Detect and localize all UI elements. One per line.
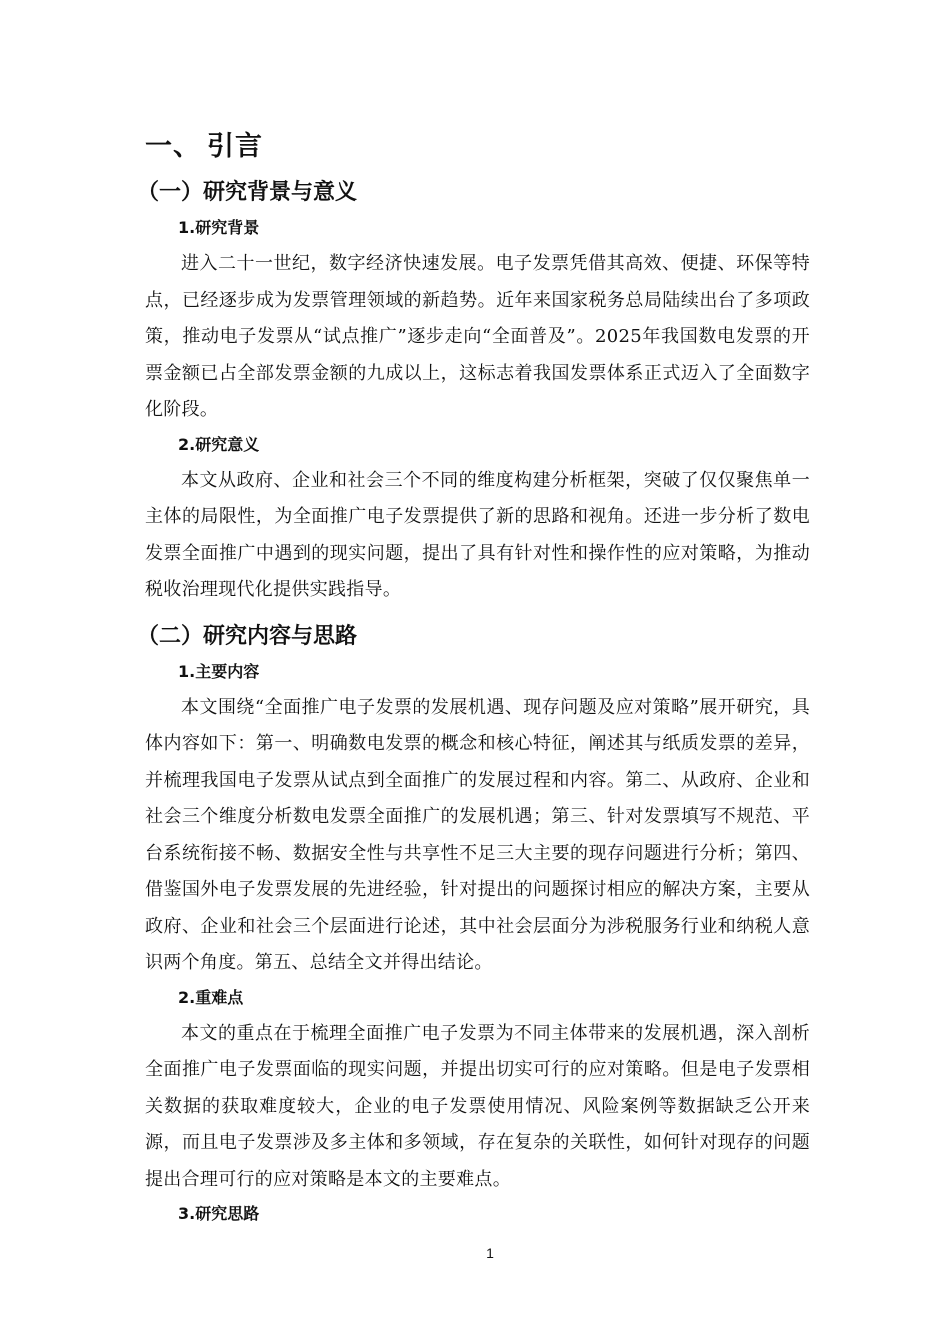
subsection-heading-1: （一）研究背景与意义 [137,180,358,205]
sub-subheading-background: 1.研究背景 [178,218,260,237]
paragraph-main-content: 本文围绕“全面推广电子发票的发展机遇、现存问题及应对策略”展开研究，具体内容如下：第一、明确数电发票的概念和核心特征，阐述其与纸质发票的差异，并梳理我国电子发票从试点到全面推广的发展过程和内容。第二、从政府、企业和社会三个维度分析数电发票全面推广的发展机遇；第三、针对发票填写不规范、平台系统衔接不畅、数据安全性与共享性不足三大主要的现存问题进行分析；第四、借鉴国外电子发票发展的先进经验，针对提出的问题探讨相应的解决方案，主要从政府、企业和社会三个层面进行论述，其中社会层面分为涉税服务行业和纳税人意识两个角度。第五、总结全文并得出结论。 [145,696,810,973]
sub-subheading-key-difficulties: 2.重难点 [178,987,244,1007]
sub-subheading-main-content: 1.主要内容 [178,661,260,681]
sub-subheading-research-approach: 3.研究思路 [178,1204,260,1223]
paragraph-significance: 本文从政府、企业和社会三个不同的维度构建分析框架，突破了仅仅聚焦单一主体的局限性，为全面推广电子发票提供了新的思路和视角。还进一步分析了数电发票全面推广中遇到的现实问题，提出了具有针对性和操作性的应对策略，为推动税收治理现代化提供实践指导。 [145,469,810,600]
paragraph-background: 进入二十一世纪，数字经济快速发展。电子发票凭借其高效、便捷、环保等特点，已经逐步成为发票管理领域的新趋势。近年来国家税务总局陆续出台了多项政策，推动电子发票从“试点推广”逐步走向“全面普及”。2025年我国数电发票的开票金额已占全部发票金额的九成以上，这标志着我国发票体系正式迈入了全面数字化阶段。 [145,253,810,420]
sub-subheading-significance: 2.研究意义 [178,434,260,454]
section-title: 引言 [207,131,263,162]
page-content [137,118,810,1232]
section-number: 一、 [145,131,201,162]
paragraph-key-difficulties: 本文的重点在于梳理全面推广电子发票为不同主体带来的发展机遇，深入剖析全面推广电子发票面临的现实问题，并提出切实可行的应对策略。但是电子发票相关数据的获取难度较大，企业的电子发票使用情况、风险案例等数据缺乏公开来源，而且电子发票涉及多主体和多领域，存在复杂的关联性，如何针对现存的问题提出合理可行的应对策略是本文的主要难点。 [145,1022,810,1190]
page-number: 1 [486,1245,494,1261]
subsection-heading-2: （二）研究内容与思路 [137,623,358,649]
section-heading [145,124,810,163]
